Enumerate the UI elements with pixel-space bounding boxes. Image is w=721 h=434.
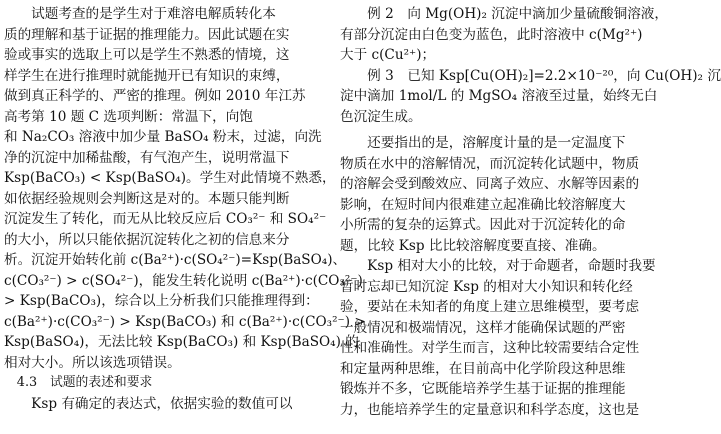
text-line: Ksp 相对大小的比较，对于命题者，命题时我要 [340,258,656,274]
text-line: 力，也能培养学生的定量意识和科学态度，这也是 [340,401,640,418]
text-line: 有部分沉淀由白色变为蓝色，此时溶液中 c(Mg²⁺) [340,26,643,43]
text-line: 净的沉淀中加稀盐酸，有气泡产生，说明常温下 [4,149,290,166]
text-line: 淀中滴加 1mol/L 的 MgSO₄ 溶液至过量，始终无白 [340,88,658,104]
text-line: 例 3 已知 Ksp[Cu(OH)₂]=2.2×10⁻²⁰，向 Cu(OH)₂ 沉 [340,67,721,84]
text-line: 例 2 向 Mg(OH)₂ 沉淀中滴加少量硫酸铜溶液， [340,6,668,22]
text-line: 相对大小。所以该选项错误。 [4,354,181,371]
right-column [340,4,721,420]
text-line: 的大小，所以只能依据沉淀转化之初的信息来分 [4,231,290,248]
text-line: 高考第 10 题 C 选项判断：常温下，向饱 [4,108,253,125]
text-line: 大于 c(Cu²⁺)； [340,47,436,63]
text-line: 物质在水中的溶解情况，而沉淀转化试题中，物质 [340,155,640,172]
text-line: 和定量两种思维，在目前高中化学阶段这种思维 [340,360,626,377]
text-line: 的溶解会受到酸效应、同离子效应、水解等因素的 [340,176,640,192]
text-line: 验，要站在未知者的角度上建立思维模型，要考虑 [340,299,640,315]
text-line: Ksp(BaCO₃) < Ksp(BaSO₄)。学生对此情境不熟悉， [4,170,336,186]
text-line: Ksp(BaSO₄)，无法比较 Ksp(BaCO₃) 和 Ksp(BaSO₄) 的 [4,334,359,350]
text-line: 质的理解和基于证据的推理能力。因此试题在实 [4,26,290,43]
text-line: > Ksp(BaCO₃)，综合以上分析我们只能推理得到： [4,293,319,309]
text-line: 试题考查的是学生对于难溶电解质转化本 [4,6,276,22]
text-line: 沉淀发生了转化，而无从比较反应后 CO₃²⁻ 和 SO₄²⁻ [4,211,327,227]
text-line: 色沉淀生成。 [340,108,422,125]
text-line: 如依据经验规则会判断这是对的。本题只能判断 [4,190,290,207]
text-line: 和 Na₂CO₃ 溶液中加少量 BaSO₄ 粉末，过滤，向洗 [4,129,322,145]
text-line: 还要指出的是，溶解度计量的是一定温度下 [340,135,626,151]
section-heading: 4.3 试题的表述和要求 [4,375,153,390]
text-line: 样学生在进行推理时就能抛开已有知识的束缚， [4,67,290,84]
text-line: 析。沉淀开始转化前 c(Ba²⁺)·c(SO₄²⁻)=Ksp(BaSO₄)、 [4,252,347,268]
text-line: 性和准确性。对学生而言，这种比较需要结合定性 [340,340,640,356]
text-line: 一般情况和极端情况，这样才能确保试题的严密 [340,319,626,336]
text-line: c(Ba²⁺)·c(CO₃²⁻) > Ksp(BaCO₃) 和 c(Ba²⁺)·c(CO₃²⁻) > [4,313,366,330]
text-line: 影响，在短时间内很难建立起准确比较溶解度大 [340,196,626,213]
left-column [4,4,366,414]
text-line: 做到真正科学的、严密的推理。例如 2010 年江苏 [4,88,306,104]
text-line: Ksp 有确定的表达式，依据实验的数值可以 [4,395,293,412]
text-line: 题，比较 Ksp 比比较溶解度要直接、准确。 [340,237,606,254]
text-line: 暂时忘却已知沉淀 Ksp 的相对大小知识和转化经 [340,278,633,295]
text-line: c(CO₃²⁻) > c(SO₄²⁻)，能发生转化说明 c(Ba²⁺)·c(CO₃²⁻) [4,272,363,289]
text-line: 小所需的复杂的运算式。因此对于沉淀转化的命 [340,217,626,233]
text-line: 验或事实的选取上可以是学生不熟悉的情境，这 [4,47,290,63]
text-line: 锻炼并不多，它既能培养学生基于证据的推理能 [340,381,626,397]
